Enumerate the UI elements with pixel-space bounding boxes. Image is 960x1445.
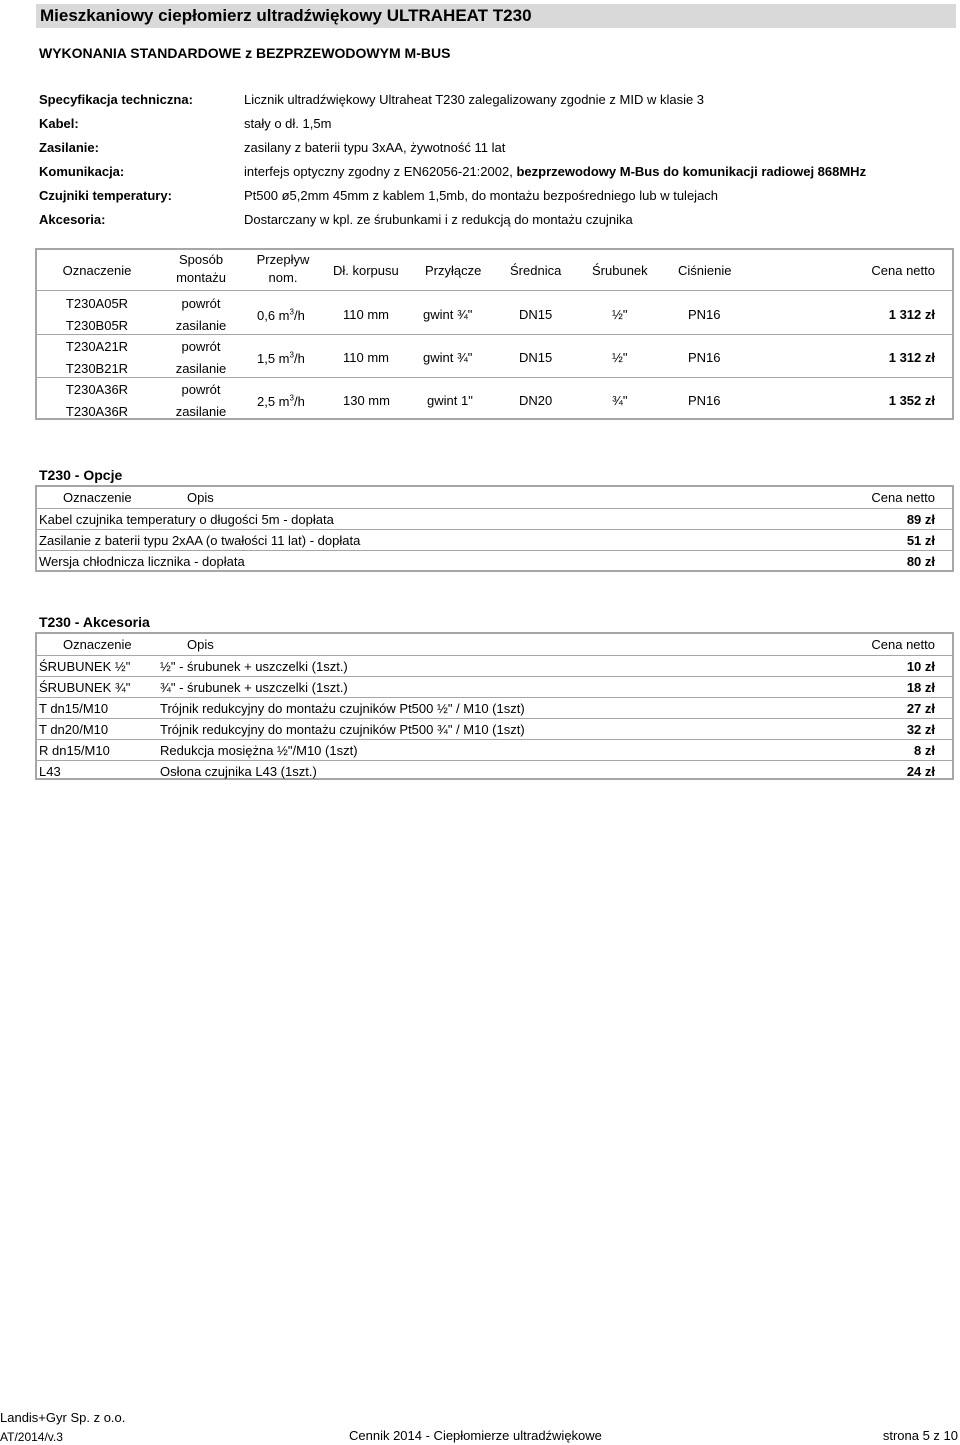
spec-label-specyfikacja: Specyfikacja techniczna:	[39, 92, 193, 107]
accessories-row	[37, 655, 952, 676]
spec-label-akcesoria: Akcesoria:	[39, 212, 106, 227]
accessories-row	[37, 676, 952, 697]
accessories-row-1-code: ŚRUBUNEK ½"	[39, 659, 131, 674]
accessories-row-3-code: T dn15/M10	[39, 701, 109, 716]
row-1-mount-1: powrót	[181, 296, 221, 311]
accessories-row-5-desc: Redukcja mosiężna ½"/M10 (1szt)	[160, 743, 358, 758]
row-3-union: ¾"	[612, 393, 628, 408]
header-cisnienie: Ciśnienie	[678, 263, 732, 278]
header-oznaczenie: Oznaczenie	[62, 263, 132, 278]
row-separator	[37, 334, 952, 335]
row-2-mount-2: zasilanie	[175, 361, 227, 376]
options-row-2-price: 51 zł	[906, 533, 935, 548]
accessories-row-6-price: 24 zł	[906, 764, 935, 779]
spec-label-czujniki: Czujniki temperatury:	[39, 188, 172, 203]
row-3-flow	[257, 394, 305, 409]
options-row-1-desc: Kabel czujnika temperatury o długości 5m - dopłata	[39, 512, 334, 527]
row-3-flow-sup: 3	[289, 393, 294, 403]
row-2-price: 1 312 zł	[888, 350, 935, 365]
options-row-2-desc: Zasilanie z baterii typu 2xAA (o twałości 11 lat) - dopłata	[39, 533, 361, 548]
accessories-row	[37, 739, 952, 760]
header-sposob-2: montażu	[176, 270, 226, 285]
options-header-opis: Opis	[187, 490, 214, 505]
accessories-row-4-desc: Trójnik redukcyjny do montażu czujników Pt500 ¾" / M10 (1szt)	[160, 722, 525, 737]
options-row	[37, 529, 952, 550]
spec-value-czujniki: Pt500 ø5,2mm 45mm z kablem 1,5mb, do montażu bezpośredniego lub w tulejach	[244, 188, 719, 203]
header-przeplyw-1: Przepływ	[256, 252, 310, 267]
row-2-mount-1: powrót	[181, 339, 221, 354]
header-cena: Cena netto	[871, 263, 935, 278]
spec-value-komunikacja-text: interfejs optyczny zgodny z EN62056-21:2002,	[244, 164, 517, 179]
options-title: T230 - Opcje	[39, 467, 123, 483]
row-1-flow-unit: /h	[293, 308, 305, 323]
accessories-row-3-price: 27 zł	[906, 701, 935, 716]
header-dl-korpusu: Dł. korpusu	[333, 263, 399, 278]
accessories-row-2-code: ŚRUBUNEK ¾"	[39, 680, 131, 695]
row-1-code-2: T230B05R	[65, 318, 129, 333]
spec-value-akcesoria: Dostarczany w kpl. ze śrubunkami i z redukcją do montażu czujnika	[244, 212, 633, 227]
row-2-code-2: T230B21R	[65, 361, 129, 376]
row-3-code-1: T230A36R	[65, 382, 129, 397]
row-1-mount-2: zasilanie	[175, 318, 227, 333]
spec-value-zasilanie-text: zasilany z baterii typu 3xAA, żywotność	[244, 140, 475, 155]
footer-center: Cennik 2014 - Ciepłomierze ultradźwiękowe	[349, 1428, 602, 1443]
accessories-row-6-code: L43	[39, 764, 61, 779]
accessories-row-4-price: 32 zł	[906, 722, 935, 737]
header-przylacze: Przyłącze	[425, 263, 482, 278]
accessories-row-6-desc: Osłona czujnika L43 (1szt.)	[160, 764, 317, 779]
row-3-dn: DN20	[519, 393, 553, 408]
accessories-row-3-desc: Trójnik redukcyjny do montażu czujników Pt500 ½" / M10 (1szt)	[160, 701, 525, 716]
row-2-flow-value: 1,5 m	[257, 351, 290, 366]
accessories-row-5-price: 8 zł	[914, 743, 935, 758]
document-title: Mieszkaniowy ciepłomierz ultradźwiękowy ULTRAHEAT T230	[40, 6, 532, 25]
document-subtitle: WYKONANIA STANDARDOWE z BEZPRZEWODOWYM M-BUS	[39, 45, 451, 61]
accessories-row-5-code: R dn15/M10	[39, 743, 110, 758]
row-1-pn: PN16	[688, 307, 721, 322]
accessories-row	[37, 718, 952, 739]
accessories-header-oznaczenie: Oznaczenie	[63, 637, 132, 652]
accessories-row-1-price: 10 zł	[906, 659, 935, 674]
row-1-flow-value: 0,6 m	[257, 308, 290, 323]
row-3-mount-1: powrót	[181, 382, 221, 397]
accessories-row-2-desc: ¾" - śrubunek + uszczelki (1szt.)	[160, 680, 348, 695]
spec-value-zasilanie	[244, 140, 505, 155]
options-row	[37, 550, 952, 571]
row-2-flow-sup: 3	[289, 350, 294, 360]
options-row-3-price: 80 zł	[906, 554, 935, 569]
accessories-table	[35, 632, 954, 780]
options-header-row	[37, 487, 952, 508]
accessories-row-1-desc: ½" - śrubunek + uszczelki (1szt.)	[160, 659, 348, 674]
header-sposob-1: Sposób	[178, 252, 224, 267]
row-3-mount-2: zasilanie	[175, 404, 227, 419]
spec-label-komunikacja: Komunikacja:	[39, 164, 125, 179]
options-table	[35, 485, 954, 572]
footer-version: AT/2014/v.3	[0, 1430, 63, 1444]
footer-page: strona 5 z 10	[882, 1428, 958, 1443]
row-separator	[37, 290, 952, 291]
spec-value-zasilanie-bold: 11 lat	[474, 140, 506, 155]
spec-label-zasilanie: Zasilanie:	[39, 140, 99, 155]
options-row	[37, 508, 952, 529]
product-table	[35, 248, 954, 420]
title-bar	[36, 4, 956, 28]
row-1-price: 1 312 zł	[888, 307, 935, 322]
spec-value-specyfikacja: Licznik ultradźwiękowy Ultraheat T230 zalegalizowany zgodnie z MID w klasie 3	[244, 92, 705, 107]
row-1-flow	[257, 308, 305, 323]
accessories-row-2-price: 18 zł	[906, 680, 935, 695]
options-row-3-desc: Wersja chłodnicza licznika - dopłata	[39, 554, 245, 569]
accessories-row	[37, 760, 952, 781]
options-header-cena: Cena netto	[871, 490, 935, 505]
spec-value-komunikacja-bold: bezprzewodowy M-Bus do komunikacji radiowej 868MHz	[516, 164, 867, 179]
row-1-length: 110 mm	[343, 307, 389, 322]
row-3-pn: PN16	[688, 393, 721, 408]
options-header-oznaczenie: Oznaczenie	[63, 490, 132, 505]
row-1-union: ½"	[612, 307, 628, 322]
row-3-connection: gwint 1"	[427, 393, 473, 408]
options-row-1-price: 89 zł	[906, 512, 935, 527]
row-2-flow-unit: /h	[293, 351, 305, 366]
row-3-flow-value: 2,5 m	[257, 394, 290, 409]
accessories-row	[37, 697, 952, 718]
row-3-length: 130 mm	[343, 393, 390, 408]
accessories-row-4-code: T dn20/M10	[39, 722, 109, 737]
row-1-flow-sup: 3	[289, 307, 294, 317]
row-2-connection: gwint ¾"	[423, 350, 473, 365]
row-3-price: 1 352 zł	[888, 393, 935, 408]
row-1-dn: DN15	[519, 307, 553, 322]
row-1-connection: gwint ¾"	[423, 307, 473, 322]
spec-value-kabel: stały o dł. 1,5m	[244, 116, 332, 131]
header-przeplyw-2: nom.	[268, 270, 298, 285]
row-2-dn: DN15	[519, 350, 553, 365]
header-srednica: Średnica	[510, 263, 562, 278]
accessories-header-cena: Cena netto	[871, 637, 935, 652]
header-srubunek: Śrubunek	[592, 263, 648, 278]
row-3-code-2: T230A36R	[65, 404, 129, 419]
spec-value-komunikacja	[244, 164, 866, 179]
footer-company: Landis+Gyr Sp. z o.o.	[0, 1410, 126, 1425]
row-separator	[37, 377, 952, 378]
accessories-header-row	[37, 634, 952, 655]
row-2-length: 110 mm	[343, 350, 389, 365]
row-3-flow-unit: /h	[293, 394, 305, 409]
row-2-code-1: T230A21R	[65, 339, 129, 354]
accessories-title: T230 - Akcesoria	[39, 614, 150, 630]
row-1-code-1: T230A05R	[65, 296, 129, 311]
row-2-union: ½"	[612, 350, 628, 365]
row-2-pn: PN16	[688, 350, 721, 365]
row-2-flow	[257, 351, 305, 366]
spec-label-kabel: Kabel:	[39, 116, 79, 131]
accessories-header-opis: Opis	[187, 637, 214, 652]
